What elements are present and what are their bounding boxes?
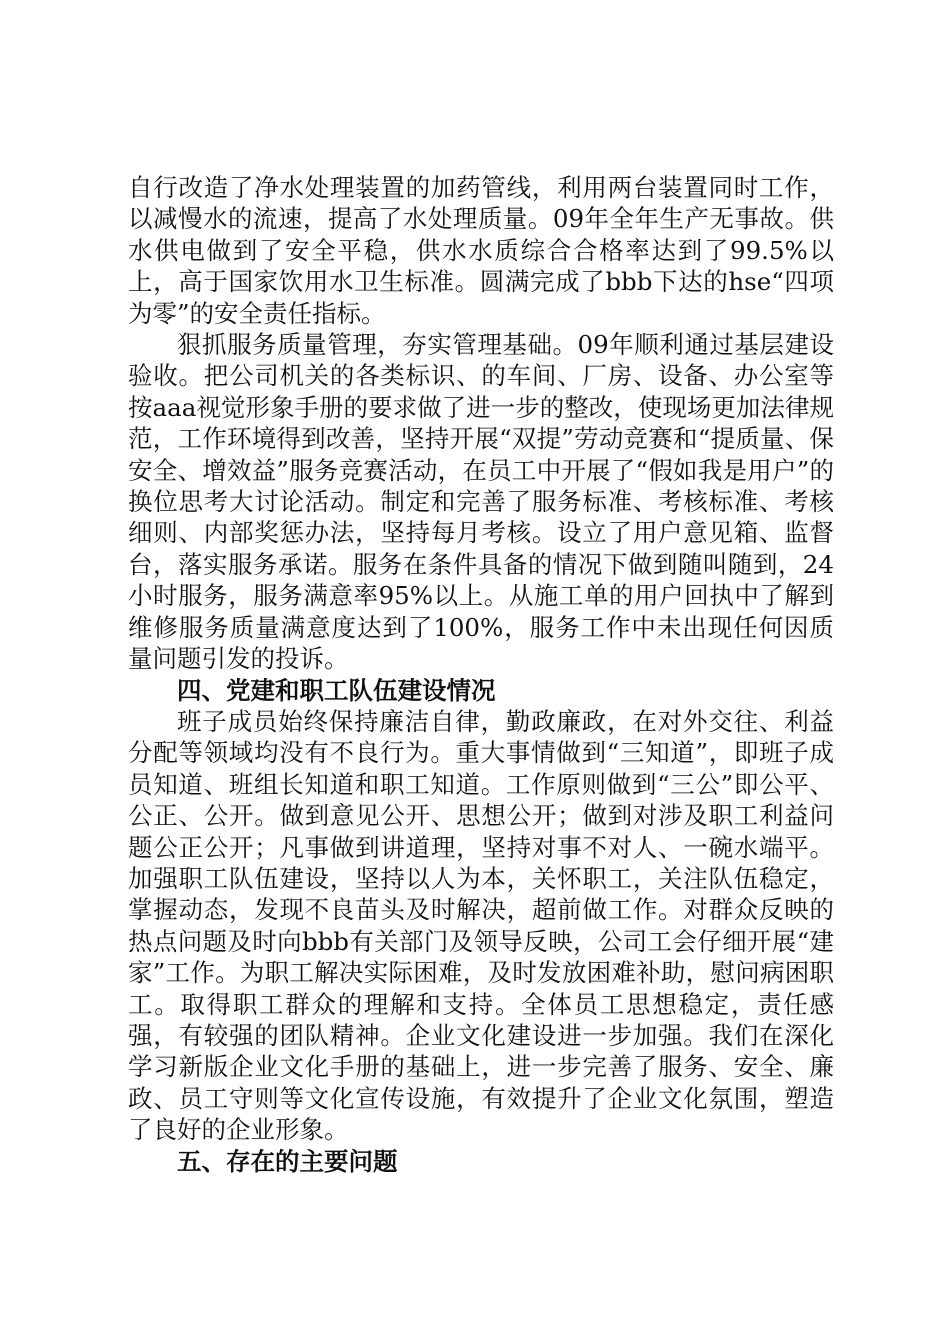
- document-page: [128, 172, 834, 1177]
- section-heading-main-problems: 五、存在的主要问题: [177, 1146, 398, 1176]
- paragraph-party-building: 班子成员始终保持廉洁自律，勤政廉政，在对外交往、利益分配等领域均没有不良行为。重大事情做到“三知道”，即班子成员知道、班组长知道和职工知道。工作原则做到“三公”即公平、公正、公开。做到意见公开、思想公开；做到对涉及职工利益问题公正公开；凡事做到讲道理，坚持对事不对人、一碗水端平。加强职工队伍建设，坚持以人为本，关怀职工，关注队伍稳定，掌握动态，发现不良苗头及时解决，超前做工作。对群众反映的热点问题及时向bbb有关部门及领导反映，公司工会仔细开展“建家”工作。为职工解决实际困难，及时发放困难补助，慰问病困职工。取得职工群众的理解和支持。全体员工思想稳定，责任感强，有较强的团队精神。企业文化建设进一步加强。我们在深化学习新版企业文化手册的基础上，进一步完善了服务、安全、廉政、员工守则等文化宣传设施，有效提升了企业文化氛围，塑造了良好的企业形象。: [128, 706, 834, 1145]
- section-heading-party-building: 四、党建和职工队伍建设情况: [177, 675, 496, 705]
- paragraph-service-quality: 狠抓服务质量管理，夯实管理基础。09年顺利通过基层建设验收。把公司机关的各类标识、的车间、厂房、设备、办公室等按aaa视觉形象手册的要求做了进一步的整改，使现场更加法律规范，工作环境得到改善，坚持开展“双提”劳动竞赛和“提质量、保安全、增效益”服务竞赛活动，在员工中开展了“假如我是用户”的换位思考大讨论活动。制定和完善了服务标准、考核标准、考核细则、内部奖惩办法，坚持每月考核。设立了用户意见箱、监督台，落实服务承诺。服务在条件具备的情况下做到随叫随到，24小时服务，服务满意率95%以上。从施工单的用户回执中了解到维修服务质量满意度达到了100%，服务工作中未出现任何因质量问题引发的投诉。: [128, 330, 834, 674]
- paragraph-continued: 自行改造了净水处理装置的加药管线，利用两台装置同时工作，以减慢水的流速，提高了水处理质量。09年全年生产无事故。供水供电做到了安全平稳，供水水质综合合格率达到了99.5%以上，高于国家饮用水卫生标准。圆满完成了bbb下达的hse“四项为零”的安全责任指标。: [128, 173, 834, 328]
